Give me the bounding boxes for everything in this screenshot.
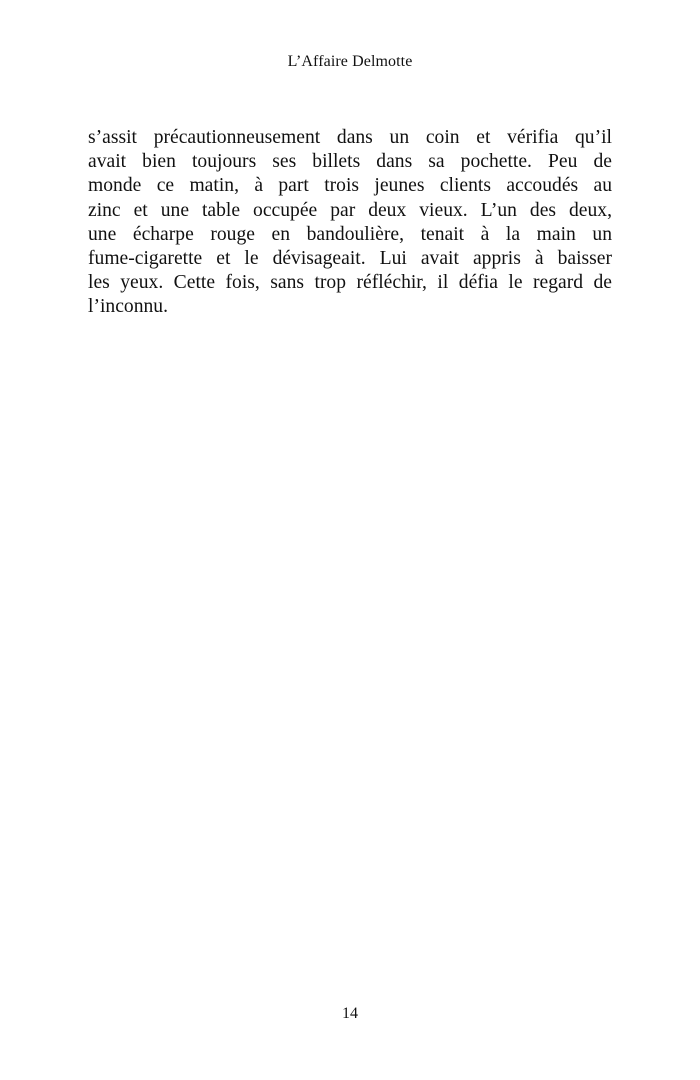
paragraph-line: l’inconnu. — [88, 296, 168, 318]
body-paragraph — [88, 126, 612, 320]
paragraph-line: fume-cigarette et le dévisageait. Lui avait appris à baisser — [88, 248, 612, 270]
paragraph-line: avait bien toujours ses billets dans sa pochette. Peu de — [88, 151, 612, 173]
page-number: 14 — [342, 1005, 358, 1022]
running-head-title: L’Affaire Delmotte — [287, 53, 413, 70]
paragraph-line: les yeux. Cette fois, sans trop réfléchir, il défia le regard de — [88, 272, 612, 294]
paragraph-line: une écharpe rouge en bandoulière, tenait à la main un — [88, 223, 612, 245]
paragraph-line: zinc et une table occupée par deux vieux. L’un des deux, — [88, 199, 612, 221]
paragraph-line: s’assit précautionneusement dans un coin et vérifia qu’il — [88, 127, 612, 148]
paragraph-line: monde ce matin, à part trois jeunes clients accoudés au — [88, 175, 612, 197]
